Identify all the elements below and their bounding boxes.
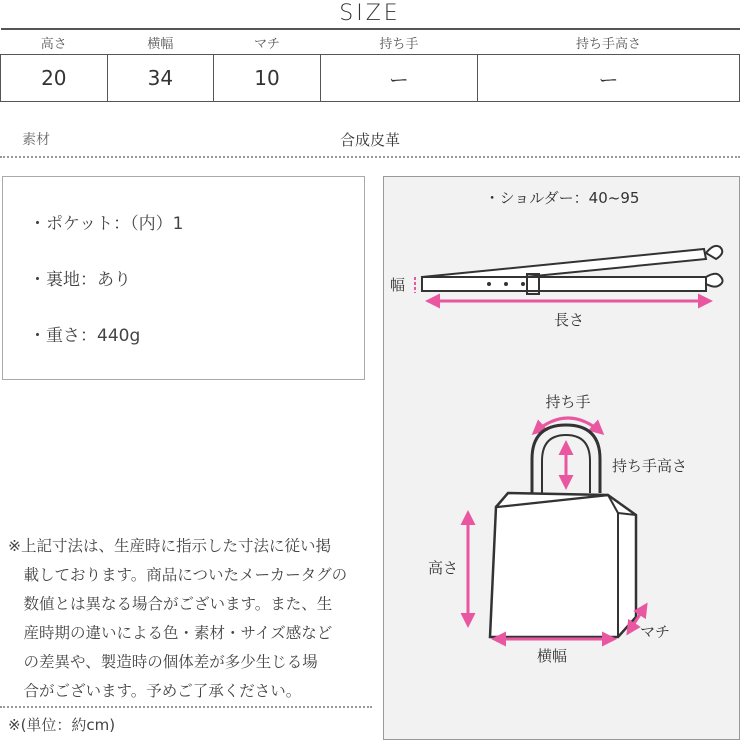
- value-handle: ー: [320, 55, 477, 102]
- value-width: 34: [107, 55, 214, 102]
- bag-height-label: 高さ: [428, 559, 459, 577]
- size-table: [0, 28, 740, 102]
- header-handle: 持ち手: [379, 36, 419, 52]
- material-value: 合成皮革: [339, 131, 400, 149]
- bag-width-label: 横幅: [536, 647, 568, 665]
- header-handle-height: 持ち手高さ: [575, 36, 641, 52]
- spec-weight: ・重さ：440g: [29, 326, 141, 346]
- page-title: SIZE: [339, 1, 401, 26]
- handle-height-label: 持ち手高さ: [612, 457, 688, 475]
- note-divider: [0, 706, 372, 708]
- spec-pocket: ・ポケット：（内）1: [29, 214, 184, 234]
- bag-diagram: [383, 176, 740, 740]
- gusset-label: マチ: [640, 623, 671, 641]
- strap-length-label: 長さ: [553, 311, 585, 329]
- note-line: 数値とは異なる場合がございます。また、生: [8, 595, 333, 613]
- spec-box: [2, 176, 365, 380]
- header-height: 高さ: [40, 36, 67, 52]
- note-line: の差異や、製造時の個体差が多少生じる場: [8, 653, 318, 671]
- size-note: [8, 532, 378, 706]
- bag-body: [490, 493, 636, 637]
- spec-lining: ・裏地：あり: [29, 270, 131, 290]
- handle-label: 持ち手: [545, 393, 591, 411]
- header-width: 横幅: [147, 36, 174, 52]
- material-row: [0, 122, 740, 158]
- value-gusset: 10: [214, 55, 321, 102]
- value-height: 20: [1, 55, 108, 102]
- bag-diagram-svg: [384, 177, 740, 741]
- shoulder-label: ・ショルダー：40~95: [484, 189, 640, 207]
- size-table-header-row: [1, 29, 740, 55]
- note-line: 載しております。商品についたメーカータグの: [8, 566, 348, 584]
- note-line: 産時期の違いによる色・素材・サイズ感など: [8, 624, 333, 642]
- material-label: 素材: [22, 132, 50, 148]
- header-gusset: マチ: [253, 36, 280, 52]
- size-table-value-row: [1, 55, 740, 102]
- note-line: ※上記寸法は、生産時に指示した寸法に従い掲: [8, 537, 331, 555]
- strap-width-label: 幅: [390, 276, 406, 294]
- value-handle-height: ー: [478, 55, 740, 102]
- note-line: 合がございます。予めご了承ください。: [8, 682, 302, 700]
- strap-illustration: [422, 246, 723, 294]
- unit-note: ※(単位：約cm): [8, 716, 116, 734]
